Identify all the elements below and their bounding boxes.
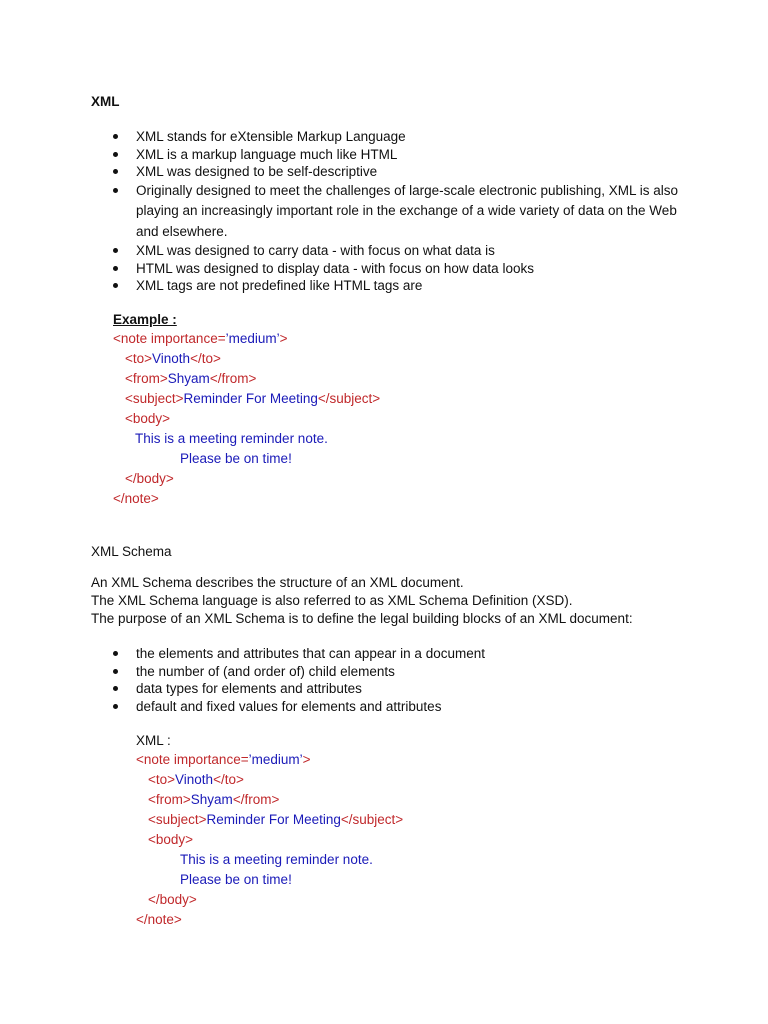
code-line-body-text-1: This is a meeting reminder note. <box>180 852 373 867</box>
schema-bullet-list <box>112 645 692 715</box>
list-item: XML tags are not predefined like HTML tags are <box>112 277 692 295</box>
code-line-body-text-2: Please be on time! <box>180 872 292 887</box>
code-line-note-close: </note> <box>136 912 182 927</box>
code-line-body-open: <body> <box>148 832 194 847</box>
code-line-subject: <subject>Reminder For Meeting</subject> <box>148 812 404 827</box>
code-line-note-open: <note importance=’medium’> <box>136 752 311 767</box>
schema-description <box>91 574 633 628</box>
paragraph: The XML Schema language is also referred to as XML Schema Definition (XSD). <box>91 593 573 608</box>
code-line-to: <to>Vinoth</to> <box>125 351 221 366</box>
paragraph: An XML Schema describes the structure of an XML document. <box>91 575 464 590</box>
list-item: XML was designed to carry data - with focus on what data is <box>112 242 692 260</box>
list-item: HTML was designed to display data - with focus on how data looks <box>112 260 692 278</box>
code-line-body-close: </body> <box>125 471 174 486</box>
code-line-body-text-2: Please be on time! <box>180 451 292 466</box>
xml-label: XML : <box>136 733 171 748</box>
section-title-xml-schema: XML Schema <box>91 544 172 559</box>
list-item: Originally designed to meet the challenges of large-scale electronic publishing, XML is also playing an increasingly important role in the exchange of a wide variety of data on the Web and elsewhere. <box>112 181 692 243</box>
code-line-note-open: <note importance=’medium’> <box>113 331 288 346</box>
code-line-from: <from>Shyam</from> <box>125 371 257 386</box>
list-item: the number of (and order of) child elements <box>112 663 692 681</box>
code-line-subject: <subject>Reminder For Meeting</subject> <box>125 391 381 406</box>
list-item: XML stands for eXtensible Markup Language <box>112 128 692 146</box>
paragraph: The purpose of an XML Schema is to define the legal building blocks of an XML document: <box>91 611 633 626</box>
code-line-body-close: </body> <box>148 892 197 907</box>
list-item: data types for elements and attributes <box>112 680 692 698</box>
section-title-xml: XML <box>91 94 120 109</box>
code-line-body-text-1: This is a meeting reminder note. <box>135 431 328 446</box>
xml-bullet-list <box>112 128 692 295</box>
example-label: Example : <box>113 312 177 327</box>
list-item: XML is a markup language much like HTML <box>112 146 692 164</box>
code-line-note-close: </note> <box>113 491 159 506</box>
code-line-from: <from>Shyam</from> <box>148 792 280 807</box>
code-line-body-open: <body> <box>125 411 171 426</box>
list-item: XML was designed to be self-descriptive <box>112 163 692 181</box>
list-item: default and fixed values for elements and attributes <box>112 698 692 716</box>
code-line-to: <to>Vinoth</to> <box>148 772 244 787</box>
list-item: the elements and attributes that can appear in a document <box>112 645 692 663</box>
